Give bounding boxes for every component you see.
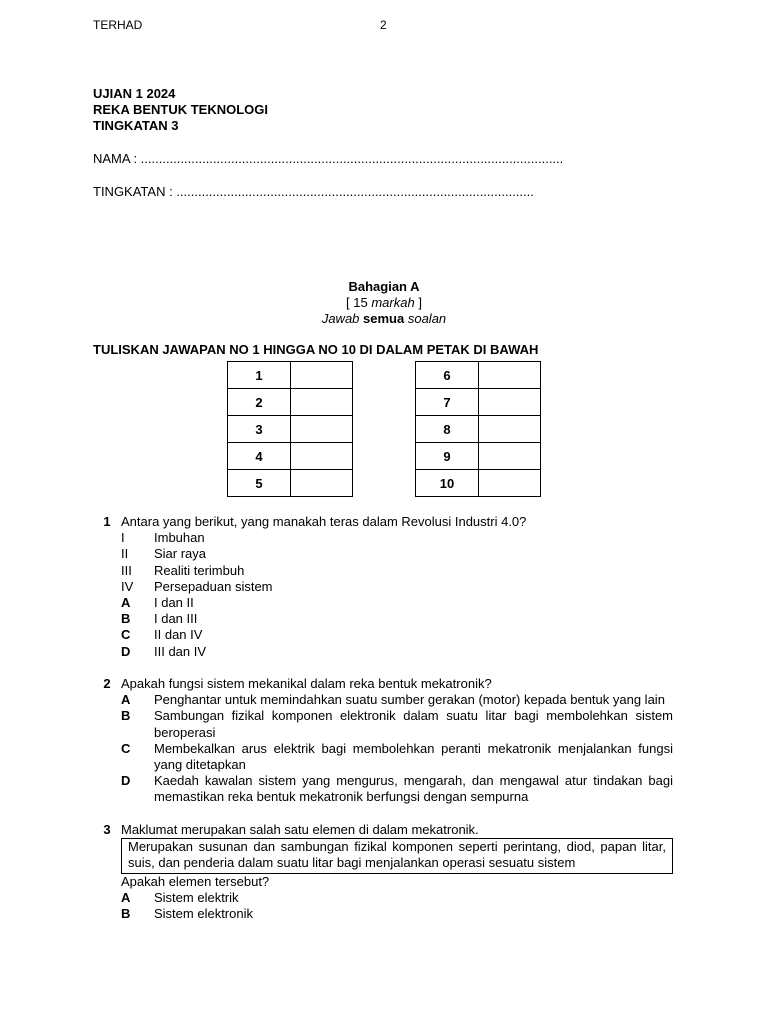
answer-number: 3 <box>228 416 291 443</box>
answer-number: 4 <box>228 443 291 470</box>
marks-open: [ 15 <box>346 295 372 310</box>
statement-label: II <box>121 546 129 562</box>
answer-row <box>228 362 353 389</box>
answer-number: 9 <box>416 443 479 470</box>
section-instruction <box>0 311 768 327</box>
classification-label: TERHAD <box>93 18 143 32</box>
statement-label: III <box>121 562 132 578</box>
exam-level: TINGKATAN 3 <box>93 118 179 133</box>
answer-option-text: Sambungan fizikal komponen elektronik dalam suatu litar bagi membolehkan sistem beroperasi <box>154 708 673 740</box>
answer-option-label: D <box>121 643 131 659</box>
answer-option-text: II dan IV <box>154 627 203 643</box>
answer-row <box>228 416 353 443</box>
answer-option-label: A <box>121 692 131 708</box>
answer-option[interactable] <box>121 611 673 627</box>
answer-option-text: III dan IV <box>154 643 207 659</box>
answer-table-left <box>227 361 353 497</box>
question-number: 1 <box>103 514 111 529</box>
answer-row <box>228 470 353 497</box>
question-text: Antara yang berikut, yang manakah teras dalam Revolusi Industri 4.0? <box>121 514 527 529</box>
answer-table-right <box>415 361 541 497</box>
answer-box[interactable] <box>479 389 541 416</box>
statement-text: Persepaduan sistem <box>154 578 273 594</box>
answer-option-text: Penghantar untuk memindahkan suatu sumber gerakan (motor) kepada bentuk yang lain <box>154 692 665 708</box>
answer-option[interactable] <box>121 773 673 805</box>
statement <box>121 563 673 579</box>
answer-option-label: A <box>121 595 131 611</box>
answer-box[interactable] <box>291 389 353 416</box>
answer-row <box>416 389 541 416</box>
answer-row <box>416 416 541 443</box>
answer-box[interactable] <box>479 470 541 497</box>
answer-number: 2 <box>228 389 291 416</box>
answer-box[interactable] <box>291 443 353 470</box>
answer-option-label: B <box>121 708 131 724</box>
answer-number: 5 <box>228 470 291 497</box>
exam-title-block <box>93 86 268 134</box>
answer-number: 1 <box>228 362 291 389</box>
marks-close: ] <box>414 295 422 310</box>
answer-instruction: TULISKAN JAWAPAN NO 1 HINGGA NO 10 DI DALAM PETAK DI BAWAH <box>93 342 539 357</box>
exam-title: UJIAN 1 2024 <box>93 86 176 101</box>
answer-number: 10 <box>416 470 479 497</box>
answer-box[interactable] <box>291 416 353 443</box>
info-box: Merupakan susunan dan sambungan fizikal komponen seperti perintang, diod, papan litar, suis, dan penderia dalam suatu litar bagi menjalankan operasi sesuatu sistem <box>121 838 673 873</box>
answer-box[interactable] <box>291 362 353 389</box>
statement-text: Siar raya <box>154 546 207 562</box>
answer-option[interactable] <box>121 708 673 740</box>
answer-option[interactable] <box>121 595 673 611</box>
answer-option[interactable] <box>121 644 673 660</box>
answer-option-label: C <box>121 627 131 643</box>
answer-row <box>416 470 541 497</box>
instr-part-1: Jawab <box>321 311 364 326</box>
answer-option-text: Kaedah kawalan sistem yang mengurus, mengarah, dan mengawal atur tindakan bagi memastikan reka bentuk mekatronik berfungsi dengan sempurna <box>154 773 673 805</box>
statement-label: I <box>121 530 125 546</box>
answer-box[interactable] <box>479 443 541 470</box>
question-number: 2 <box>103 676 111 691</box>
answer-option-text: Sistem elektrik <box>154 889 239 905</box>
answer-box[interactable] <box>479 416 541 443</box>
exam-subject: REKA BENTUK TEKNOLOGI <box>93 102 269 117</box>
answer-row <box>228 443 353 470</box>
question-text: Maklumat merupakan salah satu elemen di dalam mekatronik. <box>121 822 479 837</box>
question-1 <box>93 514 673 660</box>
answer-option-label: B <box>121 906 131 922</box>
question-2 <box>93 676 673 806</box>
section-heading <box>0 279 768 327</box>
answer-option-text: Membekalkan arus elektrik bagi membolehkan peranti mekatronik menjalankan fungsi yang ditetapkan <box>154 740 673 773</box>
instr-part-3: soalan <box>404 311 447 326</box>
statement <box>121 546 673 562</box>
page-number: 2 <box>380 18 387 32</box>
answer-option-text: I dan II <box>154 595 194 611</box>
answer-number: 8 <box>416 416 479 443</box>
statement <box>121 579 673 595</box>
answer-option[interactable] <box>121 741 673 773</box>
statement-text: Imbuhan <box>154 530 205 546</box>
answer-option[interactable] <box>121 906 673 922</box>
answer-option[interactable] <box>121 627 673 643</box>
answer-number: 7 <box>416 389 479 416</box>
marks-word: markah <box>371 295 415 310</box>
statement-label: IV <box>121 578 134 594</box>
answer-option[interactable] <box>121 890 673 906</box>
answer-row <box>416 443 541 470</box>
answer-box[interactable] <box>291 470 353 497</box>
answer-number: 6 <box>416 362 479 389</box>
question-number: 3 <box>103 822 111 837</box>
answer-option-text: I dan III <box>154 611 198 627</box>
answer-option-label: D <box>121 773 131 789</box>
question-text: Apakah fungsi sistem mekanikal dalam reka bentuk mekatronik? <box>121 676 492 691</box>
answer-row <box>228 389 353 416</box>
nama-field[interactable]: NAMA : ..................................................................................................................... <box>93 151 564 166</box>
answer-option[interactable] <box>121 692 673 708</box>
answer-box[interactable] <box>479 362 541 389</box>
answer-option-label: C <box>121 740 131 756</box>
statement-text: Realiti terimbuh <box>154 562 245 578</box>
section-marks <box>0 295 768 311</box>
tingkatan-field[interactable]: TINGKATAN : ................................................................................................... <box>93 184 534 199</box>
instr-part-2: semua <box>363 311 405 326</box>
statement <box>121 530 673 546</box>
question-3 <box>93 822 673 922</box>
section-title: Bahagian A <box>348 279 420 294</box>
question-prompt: Apakah elemen tersebut? <box>121 873 270 889</box>
answer-option-label: B <box>121 611 131 627</box>
answer-row <box>416 362 541 389</box>
answer-option-text: Sistem elektronik <box>154 906 253 922</box>
answer-option-label: A <box>121 889 131 905</box>
